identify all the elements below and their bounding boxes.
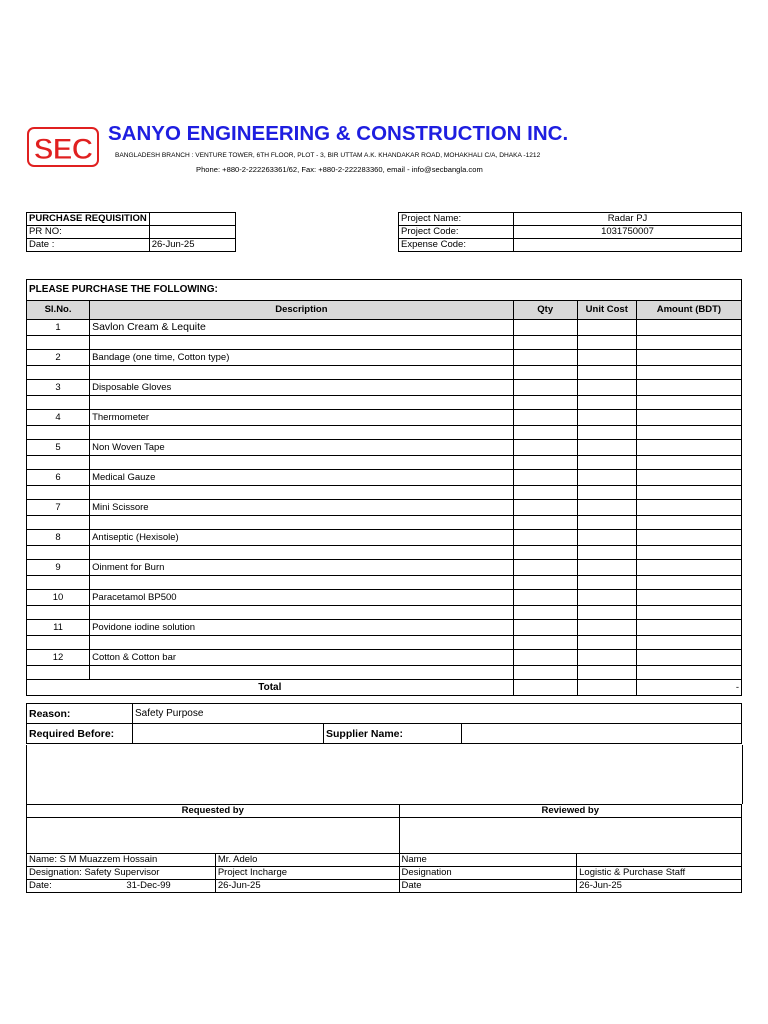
item-sl-no: 10 xyxy=(27,590,90,606)
item-qty[interactable] xyxy=(513,560,577,576)
reviewer-date-label: Date xyxy=(399,880,577,893)
incharge-name: Mr. Adelo xyxy=(215,854,399,867)
table-row xyxy=(27,410,742,426)
col-unit-cost: Unit Cost xyxy=(577,301,636,320)
item-unit-cost[interactable] xyxy=(577,590,636,606)
project-name-label: Project Name: xyxy=(399,213,514,226)
item-sl-no: 5 xyxy=(27,440,90,456)
item-sl-no: 2 xyxy=(27,350,90,366)
item-description: Savlon Cream & Lequite xyxy=(90,320,514,336)
item-unit-cost[interactable] xyxy=(577,500,636,516)
item-description: Oinment for Burn xyxy=(90,560,514,576)
item-unit-cost[interactable] xyxy=(577,440,636,456)
table-row xyxy=(27,440,742,456)
item-unit-cost[interactable] xyxy=(577,470,636,486)
table-row xyxy=(27,650,742,666)
table-row xyxy=(27,500,742,516)
requester-date-label: Date: xyxy=(29,880,52,891)
col-qty: Qty xyxy=(513,301,577,320)
item-description: Povidone iodine solution xyxy=(90,620,514,636)
item-unit-cost[interactable] xyxy=(577,320,636,336)
item-qty[interactable] xyxy=(513,650,577,666)
table-spacer-row xyxy=(27,486,742,500)
blank-area xyxy=(26,745,743,804)
item-amount[interactable] xyxy=(636,560,741,576)
col-description: Description xyxy=(90,301,514,320)
total-row xyxy=(27,680,742,696)
reviewer-name xyxy=(577,854,742,867)
project-code-label: Project Code: xyxy=(399,226,514,239)
item-description: Antiseptic (Hexisole) xyxy=(90,530,514,546)
item-qty[interactable] xyxy=(513,350,577,366)
total-value: - xyxy=(636,680,741,696)
supplier-label: Supplier Name: xyxy=(324,724,462,744)
table-row xyxy=(27,320,742,336)
item-amount[interactable] xyxy=(636,380,741,396)
reviewer-designation: Logistic & Purchase Staff xyxy=(577,867,742,880)
item-qty[interactable] xyxy=(513,410,577,426)
item-amount[interactable] xyxy=(636,530,741,546)
contact-line: Phone: +880-2-222263361/62, Fax: +880-2-222283360, email - info@secbangla.com xyxy=(196,165,483,174)
date-label: Date : xyxy=(27,239,150,252)
table-spacer-row xyxy=(27,456,742,470)
item-qty[interactable] xyxy=(513,530,577,546)
required-before-label: Required Before: xyxy=(27,724,133,744)
table-spacer-row xyxy=(27,336,742,350)
table-spacer-row xyxy=(27,606,742,620)
total-label: Total xyxy=(27,680,514,696)
table-row xyxy=(27,560,742,576)
item-amount[interactable] xyxy=(636,320,741,336)
table-row xyxy=(27,380,742,396)
requester-designation: Designation: Safety Supervisor xyxy=(27,867,216,880)
item-sl-no: 12 xyxy=(27,650,90,666)
table-spacer-row xyxy=(27,666,742,680)
requested-by-heading: Requested by xyxy=(27,805,400,818)
requested-signature-area xyxy=(27,818,400,854)
item-sl-no: 4 xyxy=(27,410,90,426)
reason-value[interactable]: Safety Purpose xyxy=(133,704,742,724)
reviewed-by-heading: Reviewed by xyxy=(399,805,742,818)
item-description: Bandage (one time, Cotton type) xyxy=(90,350,514,366)
item-amount[interactable] xyxy=(636,590,741,606)
item-unit-cost[interactable] xyxy=(577,380,636,396)
table-spacer-row xyxy=(27,546,742,560)
item-amount[interactable] xyxy=(636,500,741,516)
table-spacer-row xyxy=(27,636,742,650)
company-name: SANYO ENGINEERING & CONSTRUCTION INC. xyxy=(108,122,569,145)
table-spacer-row xyxy=(27,426,742,440)
table-row xyxy=(27,470,742,486)
table-spacer-row xyxy=(27,366,742,380)
item-description: Paracetamol BP500 xyxy=(90,590,514,606)
item-qty[interactable] xyxy=(513,440,577,456)
item-qty[interactable] xyxy=(513,620,577,636)
signature-table xyxy=(26,804,742,893)
item-amount[interactable] xyxy=(636,470,741,486)
incharge-designation: Project Incharge xyxy=(215,867,399,880)
reviewer-designation-label: Designation xyxy=(399,867,577,880)
item-amount[interactable] xyxy=(636,440,741,456)
item-sl-no: 3 xyxy=(27,380,90,396)
table-row xyxy=(27,590,742,606)
table-spacer-row xyxy=(27,576,742,590)
table-spacer-row xyxy=(27,516,742,530)
item-unit-cost[interactable] xyxy=(577,410,636,426)
item-qty[interactable] xyxy=(513,500,577,516)
requester-date-value: 31-Dec-99 xyxy=(126,880,171,891)
item-description: Mini Scissore xyxy=(90,500,514,516)
requester-date-cell xyxy=(27,880,216,893)
expense-code-value[interactable] xyxy=(514,239,742,252)
items-table xyxy=(26,279,742,696)
item-unit-cost[interactable] xyxy=(577,560,636,576)
supplier-value[interactable] xyxy=(462,724,742,744)
project-info-table xyxy=(398,212,742,252)
item-sl-no: 9 xyxy=(27,560,90,576)
item-qty[interactable] xyxy=(513,320,577,336)
item-description: Disposable Gloves xyxy=(90,380,514,396)
item-qty[interactable] xyxy=(513,380,577,396)
project-code-value[interactable]: 1031750007 xyxy=(514,226,742,239)
item-sl-no: 7 xyxy=(27,500,90,516)
requester-name: Name: S M Muazzem Hossain xyxy=(27,854,216,867)
item-sl-no: 8 xyxy=(27,530,90,546)
expense-code-label: Expense Code: xyxy=(399,239,514,252)
item-sl-no: 1 xyxy=(27,320,90,336)
item-qty[interactable] xyxy=(513,470,577,486)
item-unit-cost[interactable] xyxy=(577,650,636,666)
item-description: Cotton & Cotton bar xyxy=(90,650,514,666)
item-unit-cost[interactable] xyxy=(577,350,636,366)
reviewer-date: 26-Jun-25 xyxy=(577,880,742,893)
item-unit-cost[interactable] xyxy=(577,530,636,546)
item-qty[interactable] xyxy=(513,590,577,606)
item-description: Thermometer xyxy=(90,410,514,426)
item-amount[interactable] xyxy=(636,410,741,426)
requisition-info-table xyxy=(26,212,236,252)
table-spacer-row xyxy=(27,396,742,410)
required-before-value[interactable] xyxy=(133,724,324,744)
item-amount[interactable] xyxy=(636,620,741,636)
item-amount[interactable] xyxy=(636,350,741,366)
requisition-title: PURCHASE REQUISITION xyxy=(27,213,150,226)
col-amount: Amount (BDT) xyxy=(636,301,741,320)
items-header-row xyxy=(27,301,742,320)
project-name-value[interactable]: Radar PJ xyxy=(514,213,742,226)
reviewed-signature-area xyxy=(399,818,742,854)
table-row xyxy=(27,620,742,636)
reviewer-name-label: Name xyxy=(399,854,577,867)
company-logo xyxy=(27,125,99,169)
pr-no-value[interactable] xyxy=(149,226,235,239)
col-sl-no: Sl.No. xyxy=(27,301,90,320)
pr-no-label: PR NO: xyxy=(27,226,150,239)
items-heading: PLEASE PURCHASE THE FOLLOWING: xyxy=(27,280,742,301)
table-row xyxy=(27,350,742,366)
date-value[interactable]: 26-Jun-25 xyxy=(149,239,235,252)
reason-label: Reason: xyxy=(27,704,133,724)
branch-address: BANGLADESH BRANCH : VENTURE TOWER, 6TH FLOOR, PLOT - 3, BIR UTTAM A.K. KHANDAKAR ROAD, MOHAKHALI C/A, DHAKA -1212 xyxy=(115,152,541,159)
item-amount[interactable] xyxy=(636,650,741,666)
reason-table xyxy=(26,703,742,744)
incharge-date: 26-Jun-25 xyxy=(215,880,399,893)
item-description: Medical Gauze xyxy=(90,470,514,486)
item-description: Non Woven Tape xyxy=(90,440,514,456)
item-unit-cost[interactable] xyxy=(577,620,636,636)
logo-text: SEC xyxy=(33,133,93,166)
table-row xyxy=(27,530,742,546)
item-sl-no: 6 xyxy=(27,470,90,486)
item-sl-no: 11 xyxy=(27,620,90,636)
